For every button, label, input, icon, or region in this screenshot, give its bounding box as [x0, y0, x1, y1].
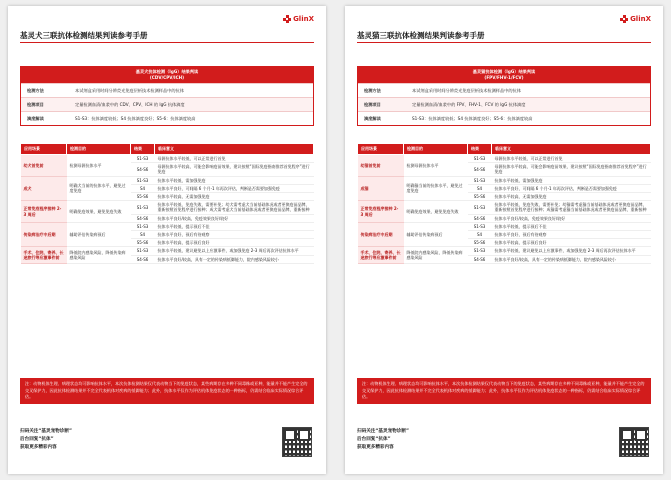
table-row: [21, 222, 314, 230]
scenario-cell: 手术、住院、寄养、长途旅行等应激事件前: [358, 247, 404, 263]
title-divider: [20, 42, 314, 43]
column-header: 检测目的: [67, 144, 131, 155]
title-divider: [357, 42, 651, 43]
result-cell: S4: [468, 231, 492, 239]
result-cell: S4-S6: [468, 163, 492, 176]
result-cell: S1-S3: [468, 201, 492, 214]
table-row: [21, 155, 314, 163]
meaning-cell: 抗体水平较低，建议避免以上应激事件，或加强免疫 2-3 周后再次评估抗体水平: [155, 247, 314, 255]
brand-logo: [620, 15, 651, 23]
footer-line: 获取更多精彩内容: [20, 445, 57, 450]
info-row-label: 检测方法: [364, 87, 381, 93]
footer-line: 后台回复“抗体”: [357, 437, 391, 442]
meaning-cell: 抗体水平较低，需加强免疫: [155, 176, 314, 184]
dog-manual-page: [8, 6, 326, 474]
purpose-cell: 明确猫当前的抗体水平，避免过度免疫: [404, 176, 468, 201]
info-row-text: 定量检测血清/血浆中的 FPV、FHV-1、FCV 的 IgG 抗体滴度: [412, 101, 526, 107]
meaning-cell: 抗体水平良好/较高，免疫效果良好/较好: [492, 214, 651, 222]
logo-text: GlinX: [630, 15, 651, 23]
disclaimer-note: 注：动物机体生理、病理状态均可影响抗体水平，本次抗体检测结果仅代表动物当下的免疫状态，某些病期存在多种不同毒株或亚种，能量并不能产生完全的交叉保护力，因此抗体检测结果并不完全代表机体对疾病的抵御能力；此外，抗体水平仅作为评估机体免疫状态的一种指标，仍需结合临床实际情况综合评估。: [20, 378, 314, 404]
result-cell: S1-S3: [468, 155, 492, 163]
info-row: [21, 83, 313, 97]
footer-text: [357, 428, 409, 452]
result-cell: S4-S6: [468, 255, 492, 263]
info-box: [357, 66, 651, 126]
result-cell: S1-S3: [131, 176, 155, 184]
logo-icon: [620, 15, 628, 23]
info-header-subtitle: (FPV/FHV-1/FCV): [484, 75, 524, 80]
meaning-cell: 抗体水平较低，免疫失败，需要补免；幼犬需考虑犬当前基础体况或者更换疫苗品牌，重新按照首免程序进行接种；成犬需考虑犬当前基础体况或者更换疫苗品牌，重新接种: [155, 201, 314, 214]
purpose-cell: 降低院内感染风险，降低传染病感染风险: [404, 247, 468, 263]
meaning-cell: 抗体水平良好，预后有待观察: [155, 231, 314, 239]
meaning-cell: 抗体水平良好，可间隔 6 个月-1 年再次评估，判断是否需要加强免疫: [492, 184, 651, 192]
purpose-cell: 降低院内感染风险，降低传染病感染风险: [67, 247, 131, 263]
table-body: [358, 155, 651, 264]
column-header: 结果: [468, 144, 492, 155]
column-header: 临床意义: [492, 144, 651, 155]
result-cell: S1-S3: [468, 222, 492, 230]
info-box: [20, 66, 314, 126]
table-row: [358, 222, 651, 230]
result-cell: S1-S3: [468, 247, 492, 255]
logo-text: GlinX: [293, 15, 314, 23]
result-cell: S1-S3: [131, 222, 155, 230]
cat-manual-page: [345, 6, 663, 474]
meaning-cell: 抗体水平较低，建议避免以上应激事件，或加强免疫 2-3 周后再次评估抗体水平: [492, 247, 651, 255]
table-row: [358, 247, 651, 255]
meaning-cell: 母源抗体水平较高，可能会影响疫苗效果，建议按照“国际免疫指南推荐首免程序”进行免疫: [492, 163, 651, 176]
table-body: [21, 155, 314, 264]
result-cell: S5-S6: [131, 239, 155, 247]
logo-icon: [283, 15, 291, 23]
purpose-cell: 明确犬当前的抗体水平，避免过度免疫: [67, 176, 131, 201]
info-header-subtitle: (CDV/CPV/ICH): [149, 75, 185, 80]
result-cell: S4: [131, 184, 155, 192]
meaning-cell: 抗体水平较高，提示预后良好: [492, 239, 651, 247]
purpose-cell: 明确免疫效果，避免免疫失败: [404, 201, 468, 223]
table-row: [21, 201, 314, 214]
purpose-cell: 检测母源抗体水平: [404, 155, 468, 177]
info-row-label: 滴度解读: [27, 115, 44, 121]
scenario-cell: 正常免疫程序接种 2-3 周后: [21, 201, 67, 223]
info-row: [21, 111, 313, 125]
result-cell: S4-S6: [131, 214, 155, 222]
result-cell: S5-S6: [468, 239, 492, 247]
meaning-cell: 抗体水平良好/较高，具有一定的传染病抵御能力，院内感染风险较小: [492, 255, 651, 263]
table-row: [21, 176, 314, 184]
qr-code-icon: [619, 427, 649, 457]
meaning-cell: 抗体水平较低，需加强免疫: [492, 176, 651, 184]
page-title: 基灵猫三联抗体检测结果判读参考手册: [357, 31, 485, 40]
footer-line: 扫码关注“基灵宠物诊断”: [357, 429, 409, 434]
scenario-cell: 幼猫首免前: [358, 155, 404, 177]
qr-code-icon: [282, 427, 312, 457]
table-row: [358, 155, 651, 163]
meaning-cell: 抗体水平较高，无需加强免疫: [155, 193, 314, 201]
info-row-label: 检测项目: [27, 101, 44, 107]
scenario-cell: 成犬: [21, 176, 67, 201]
interpretation-table: [20, 143, 314, 264]
meaning-cell: 抗体水平较低，提示预后不佳: [492, 222, 651, 230]
result-cell: S1-S3: [131, 247, 155, 255]
table-row: [21, 247, 314, 255]
footer-text: [20, 428, 72, 452]
result-cell: S1-S3: [468, 176, 492, 184]
disclaimer-note: 注：动物机体生理、病理状态均可影响抗体水平，本次抗体检测结果仅代表动物当下的免疫状态，某些病期存在多种不同毒株或亚种，能量并不能产生完全的交叉保护力，因此抗体检测结果并不完全代表机体对疾病的抵御能力；此外，抗体水平仅作为评估机体免疫状态的一种指标，仍需结合临床实际情况综合评估。: [357, 378, 651, 404]
info-row-text: S1-S3：抗体滴度较低；S4 抗体滴度良好；S5-6：抗体滴度较高: [75, 115, 196, 121]
info-row-label: 检测项目: [364, 101, 381, 107]
info-box-header: [21, 67, 313, 83]
info-row-label: 滴度解读: [364, 115, 381, 121]
info-row-label: 检测方法: [27, 87, 44, 93]
scenario-cell: 传染病治疗中后期: [358, 222, 404, 247]
meaning-cell: 抗体水平良好，可间隔 6 个月-1 年再次评估，判断是否需要加强免疫: [155, 184, 314, 192]
scenario-cell: 成猫: [358, 176, 404, 201]
scenario-cell: 手术、住院、寄养、长途旅行等应激事件前: [21, 247, 67, 263]
footer-line: 扫码关注“基灵宠物诊断”: [20, 429, 72, 434]
info-row-text: S1-S3：抗体滴度较低；S4 抗体滴度良好；S5-6：抗体滴度较高: [412, 115, 533, 121]
meaning-cell: 母源抗体水平较高，可能会影响疫苗效果，建议按照“国际免疫指南推荐首免程序”进行免疫: [155, 163, 314, 176]
purpose-cell: 明确免疫效果，避免免疫失败: [67, 201, 131, 223]
column-header: 结果: [131, 144, 155, 155]
footer-line: 获取更多精彩内容: [357, 445, 394, 450]
info-header-title: 基灵猫抗体检测（IgG）结果判读: [472, 69, 536, 74]
info-row: [358, 97, 650, 111]
scenario-cell: 传染病治疗中后期: [21, 222, 67, 247]
scenario-cell: 幼犬首免前: [21, 155, 67, 177]
table-row: [358, 176, 651, 184]
result-cell: S1-S3: [131, 201, 155, 214]
info-box-header: [358, 67, 650, 83]
purpose-cell: 辅助评估传染病预后: [67, 222, 131, 247]
info-row-text: 本试剂盒采用时间分辨荧光免疫层析技术检测样品中的抗体: [75, 87, 184, 93]
column-header: 检测目的: [404, 144, 468, 155]
result-cell: S4-S6: [131, 255, 155, 263]
purpose-cell: 检测母源抗体水平: [67, 155, 131, 177]
table-row: [358, 201, 651, 214]
table-header-row: [358, 144, 651, 155]
footer-line: 后台回复“抗体”: [20, 437, 54, 442]
info-row-text: 定量检测血清/血浆中的 CDV、CPV、ICH 的 IgG 抗体滴度: [75, 101, 185, 107]
column-header: 应用场景: [358, 144, 404, 155]
info-header-title: 基灵犬抗体检测（IgG）结果判读: [135, 69, 199, 74]
brand-logo: [283, 15, 314, 23]
purpose-cell: 辅助评估传染病预后: [404, 222, 468, 247]
meaning-cell: 抗体水平较低，免疫失败，需要补免；幼猫需考虑猫当前基础体况或者更换疫苗品牌，重新按照首免程序进行接种；成猫需考虑猫当前基础体况或者更换疫苗品牌，重新接种: [492, 201, 651, 214]
info-row: [358, 111, 650, 125]
meaning-cell: 抗体水平较高，无需加强免疫: [492, 193, 651, 201]
result-cell: S4-S6: [131, 163, 155, 176]
result-cell: S4: [468, 184, 492, 192]
page-title: 基灵犬三联抗体检测结果判读参考手册: [20, 31, 148, 40]
meaning-cell: 母源抗体水平较低，可以正常进行首免: [492, 155, 651, 163]
column-header: 临床意义: [155, 144, 314, 155]
info-row-text: 本试剂盒采用时间分辨荧光免疫层析技术检测样品中的抗体: [412, 87, 521, 93]
meaning-cell: 母源抗体水平较低，可以正常进行首免: [155, 155, 314, 163]
info-row: [358, 83, 650, 97]
meaning-cell: 抗体水平较低，提示预后不佳: [155, 222, 314, 230]
interpretation-table: [357, 143, 651, 264]
result-cell: S4: [131, 231, 155, 239]
meaning-cell: 抗体水平良好，预后有待观察: [492, 231, 651, 239]
result-cell: S5-S6: [468, 193, 492, 201]
meaning-cell: 抗体水平良好/较高，免疫效果良好/较好: [155, 214, 314, 222]
table-header-row: [21, 144, 314, 155]
meaning-cell: 抗体水平良好/较高，具有一定的传染病抵御能力，院内感染风险较小: [155, 255, 314, 263]
info-row: [21, 97, 313, 111]
result-cell: S5-S6: [131, 193, 155, 201]
result-cell: S4-S6: [468, 214, 492, 222]
column-header: 应用场景: [21, 144, 67, 155]
result-cell: S1-S3: [131, 155, 155, 163]
meaning-cell: 抗体水平较高，提示预后良好: [155, 239, 314, 247]
scenario-cell: 正常免疫程序接种 2-3 周后: [358, 201, 404, 223]
